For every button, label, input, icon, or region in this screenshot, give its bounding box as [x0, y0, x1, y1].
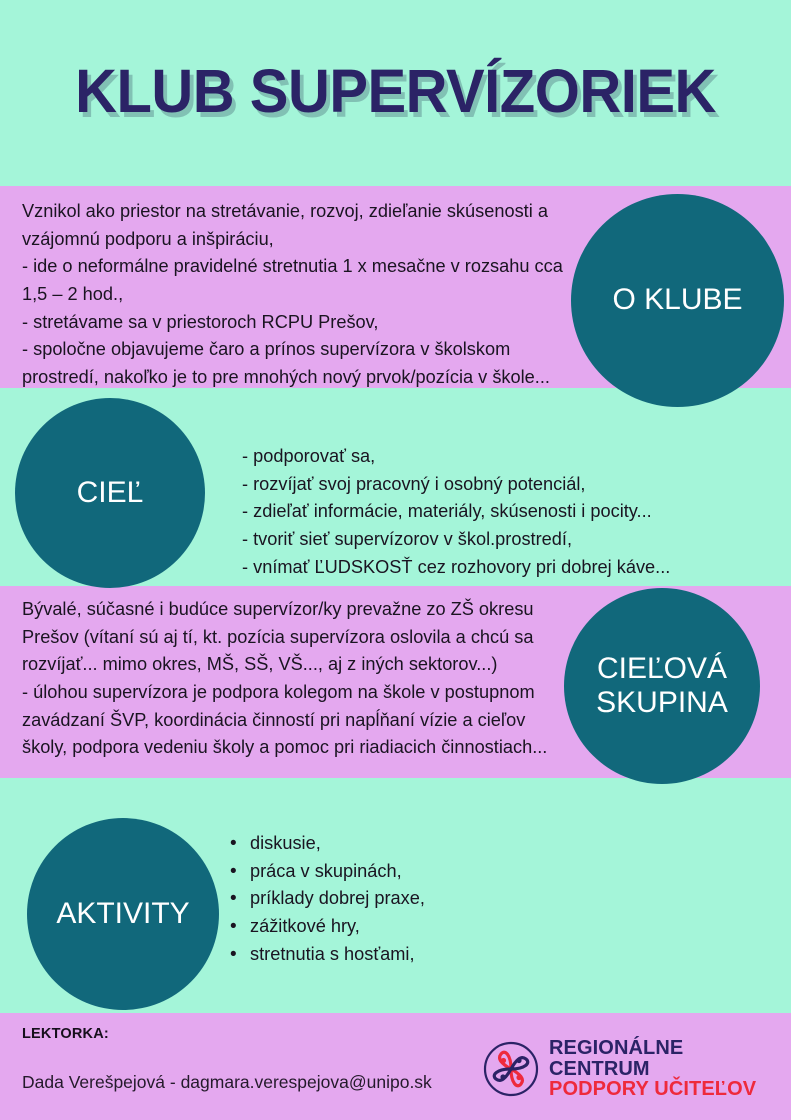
- rcpu-logo-line2: PODPORY UČITEĽOV: [549, 1078, 757, 1101]
- badge-activity-label: AKTIVITY: [56, 896, 190, 930]
- lecturer-label: LEKTORKA:: [22, 1026, 109, 1042]
- goal-text-block: [242, 443, 722, 581]
- badge-target-group-label-line1: CIEĽOVÁ: [596, 651, 728, 685]
- target-paragraph: Bývalé, súčasné i budúce supervízor/ky prevažne zo ZŠ okresu Prešov (vítaní sú aj tí, kt. pozícia supervízora oslovila a chcú sa rozvíjať... mimo okres, MŠ, SŠ, VŠ..., aj z iných sektorov...): [22, 599, 534, 675]
- badge-about-label: O KLUBE: [612, 283, 743, 317]
- lecturer-contact: Dada Verešpejová - dagmara.verespejova@unipo.sk: [22, 1072, 432, 1092]
- rcpu-clover-icon: [482, 1040, 540, 1098]
- about-paragraph: Vznikol ako priestor na stretávanie, rozvoj, zdieľanie skúsenosti a vzájomnú podporu a inšpiráciu,: [22, 201, 548, 249]
- badge-target-group-labels: [596, 652, 728, 721]
- rcpu-logo: [482, 1038, 778, 1100]
- list-item: - podporovať sa,: [242, 446, 376, 466]
- target-paragraph: - úlohou supervízora je podpora kolegom na škole v postupnom zavádzaní ŠVP, koordinácia činností pri napĺňaní vízie a cieľov školy, podpora vedeniu školy a pomoc pri riadiacich činnostiach...: [22, 681, 548, 758]
- badge-activity: [27, 818, 219, 1010]
- badge-goal-label: CIEĽ: [76, 475, 144, 509]
- rcpu-logo-line1: REGIONÁLNE CENTRUM: [549, 1036, 684, 1080]
- goal-list: [242, 443, 722, 581]
- list-item: • stretnutia s hosťami,: [250, 941, 648, 969]
- list-item: • príklady dobrej praxe,: [250, 885, 648, 913]
- about-paragraph: - stretávame sa v priestoroch RCPU Prešov,: [22, 311, 379, 332]
- badge-target-group: [564, 588, 760, 784]
- badge-about: [571, 194, 784, 407]
- poster-title: KLUB SUPERVÍZORIEK: [75, 57, 716, 125]
- list-item: • práca v skupinách,: [250, 858, 648, 886]
- list-item: - tvoriť sieť supervízorov v škol.prostredí,: [242, 528, 573, 549]
- list-item: - rozvíjať svoj pracovný i osobný potenciál,: [242, 473, 586, 494]
- badge-goal: [15, 398, 205, 588]
- about-paragraph: - ide o neformálne pravidelné stretnutia 1 x mesačne v rozsahu cca 1,5 – 2 hod.,: [22, 256, 563, 304]
- list-item: • zážitkové hry,: [250, 913, 648, 941]
- activity-text-block: [228, 830, 648, 968]
- list-item: • diskusie,: [250, 830, 648, 858]
- list-item: - vnímať ĽUDSKOSŤ cez rozhovory pri dobrej káve...: [242, 556, 671, 577]
- list-item: - zdieľať informácie, materiály, skúsenosti i pocity...: [242, 501, 652, 522]
- about-text-block: [22, 198, 574, 392]
- activity-list: [228, 830, 648, 968]
- about-paragraph: - spoločne objavujeme čaro a prínos supervízora v školskom prostredí, nakoľko je to pre mnohých nový prvok/pozícia v škole...: [22, 339, 550, 387]
- target-text-block: [22, 596, 570, 762]
- rcpu-logo-wordmark: [549, 1038, 778, 1100]
- badge-target-group-label-line2: SKUPINA: [596, 686, 728, 719]
